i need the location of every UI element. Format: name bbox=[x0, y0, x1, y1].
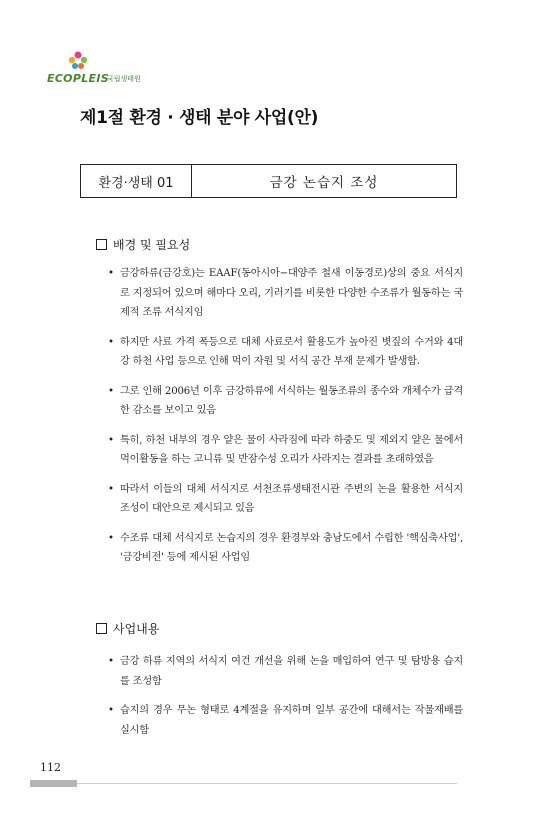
bullet-icon: • bbox=[108, 434, 114, 446]
logo-subtitle: 국립생태원 bbox=[107, 75, 141, 83]
logo bbox=[47, 50, 157, 88]
list-item bbox=[108, 480, 463, 519]
checkbox-icon bbox=[96, 239, 107, 250]
background-bullet-list bbox=[108, 264, 463, 578]
logo-name: ECOPLEIS bbox=[47, 72, 109, 85]
bullet-icon: • bbox=[108, 336, 114, 348]
bullet-text: 하지만 사료 가격 폭등으로 대체 사료로서 활용도가 높아진 볏짚의 수거와 4대강 하천 사업 등으로 인해 먹이 자원 및 서식 공간 부재 문제가 발생함. bbox=[120, 336, 463, 367]
section-title: 제1절 환경 · 생태 분야 사업(안) bbox=[80, 108, 319, 128]
list-item bbox=[108, 264, 463, 323]
content-bullet-list bbox=[108, 652, 463, 750]
flower-logo-icon bbox=[67, 50, 89, 72]
bullet-text: 그로 인해 2006년 이후 금강하류에 서식하는 월동조류의 종수와 개체수가 급격한 감소를 보이고 있음 bbox=[120, 385, 463, 416]
project-header-table bbox=[80, 164, 457, 198]
project-name: 금강 논습지 조성 bbox=[269, 175, 379, 191]
bullet-text: 금강 하류 지역의 서식지 여건 개선을 위해 논을 매입하여 연구 및 탐방용 습지를 조성함 bbox=[120, 656, 463, 687]
bullet-text: 금강하류(금강호)는 EAAF(동아시아−대양주 철새 이동경로)상의 중요 서식지로 지정되어 있으며 해마다 오리, 기러기를 비롯한 다양한 수조류가 월동하는 국제적 조류 서식지임 bbox=[120, 268, 463, 318]
project-code: 환경·생태 01 bbox=[81, 165, 192, 197]
bullet-text: 특히, 하천 내부의 경우 얕은 물이 사라짐에 따라 하중도 및 제외지 얕은 물에서 먹이활동을 하는 고니류 및 반잠수성 오리가 사라지는 결과를 초래하였음 bbox=[120, 434, 463, 465]
bullet-icon: • bbox=[108, 705, 114, 716]
footer-divider bbox=[77, 783, 457, 784]
bullet-icon: • bbox=[108, 656, 114, 667]
content-heading-text: 사업내용 bbox=[113, 622, 160, 636]
bullet-icon: • bbox=[108, 268, 114, 279]
bullet-icon: • bbox=[108, 385, 114, 397]
content-heading bbox=[96, 620, 159, 637]
list-item bbox=[108, 652, 463, 691]
page-number: 112 bbox=[40, 761, 61, 774]
list-item bbox=[108, 382, 463, 421]
bullet-icon: • bbox=[108, 532, 114, 544]
list-item bbox=[108, 333, 463, 372]
bullet-text: 따라서 이들의 대체 서식지로 서천조류생태전시관 주변의 논을 활용한 서식지 조성이 대안으로 제시되고 있음 bbox=[120, 483, 463, 514]
list-item bbox=[108, 701, 463, 740]
background-heading-text: 배경 및 필요성 bbox=[113, 238, 191, 252]
background-heading bbox=[96, 236, 190, 253]
list-item bbox=[108, 529, 463, 568]
footer-bar bbox=[30, 780, 77, 787]
list-item bbox=[108, 431, 463, 470]
bullet-text: 습지의 경우 무논 형태로 4계절을 유지하며 일부 공간에 대해서는 작물재배를 실시함 bbox=[120, 705, 463, 736]
checkbox-icon bbox=[96, 623, 107, 634]
bullet-text: 수조류 대체 서식지로 논습지의 경우 환경부와 충남도에서 수립한 '핵심축사업', '금강비전' 등에 제시된 사업임 bbox=[120, 532, 463, 563]
bullet-icon: • bbox=[108, 483, 114, 495]
